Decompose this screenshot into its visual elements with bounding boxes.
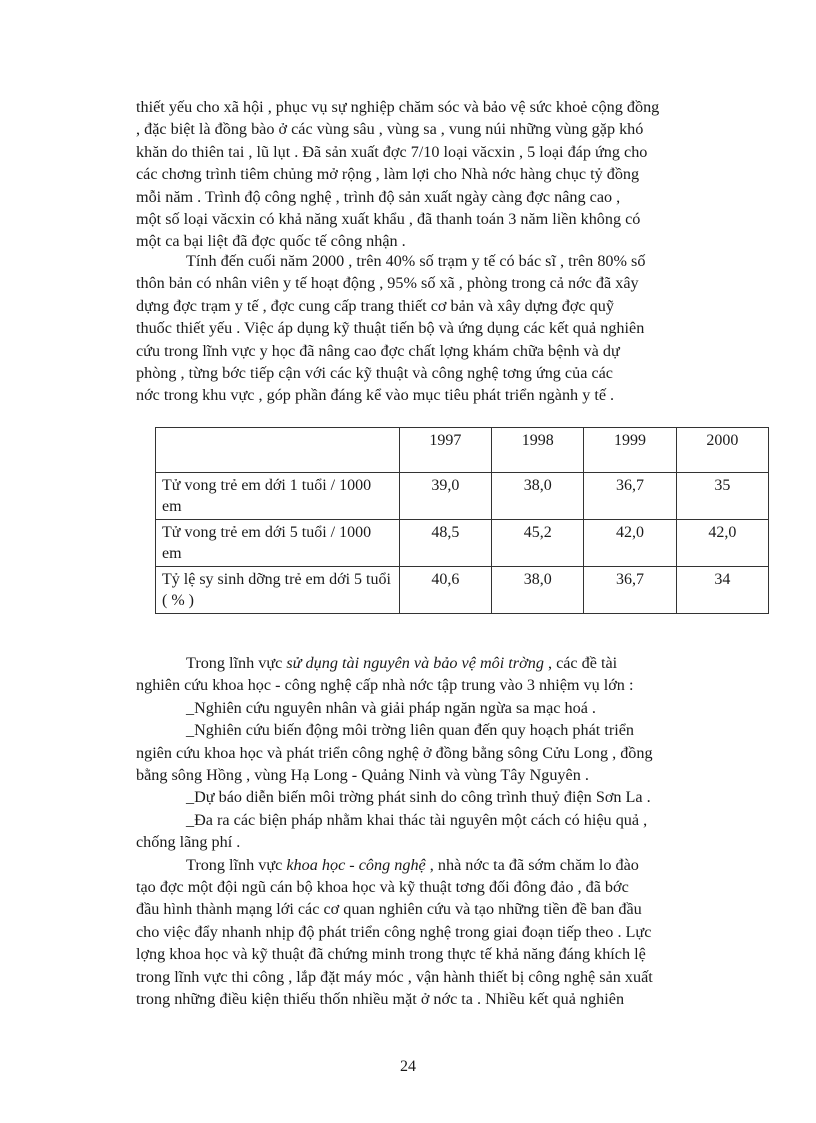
- text-line: chống lãng phí .: [136, 833, 241, 852]
- table-cell: 40,6: [399, 567, 491, 614]
- text-line: lợng khoa học và kỹ thuật đã chứng minh trong thực tế khả năng đáng khích lệ: [136, 945, 646, 964]
- table-cell: 39,0: [399, 473, 491, 520]
- text-line: dựng đợc trạm y tế , đợc cung cấp trang thiết cơ bản và xây dựng đợc quỹ: [136, 296, 614, 315]
- table-cell: 34: [676, 567, 768, 614]
- text-line: một ca bại liệt đã đợc quốc tế công nhận .: [136, 232, 406, 251]
- text-line: , đặc biệt là đồng bào ở các vùng sâu , vùng sa , vung núi những vùng gặp khó: [136, 120, 644, 139]
- table-cell: 36,7: [584, 473, 676, 520]
- table-row: [156, 520, 769, 567]
- text-line: một số loại văcxin có khả năng xuất khẩu , đã thanh toán 3 năm liền không có: [136, 210, 641, 229]
- text-line: [136, 854, 756, 876]
- table-cell: 48,5: [399, 520, 491, 567]
- text-line: [136, 652, 756, 674]
- text-line: thôn bản có nhân viên y tế hoạt động , 95% số xã , phòng trong cả nớc đã xây: [136, 274, 639, 293]
- year-header: 2000: [676, 428, 768, 473]
- text-line: trong những điều kiện thiếu thốn nhiều mặt ở nớc ta . Nhiều kết quả nghiên: [136, 990, 625, 1009]
- text-line: khăn do thiên tai , lũ lụt . Đã sản xuất đợc 7/10 loại văcxin , 5 loại đáp ứng cho: [136, 142, 648, 161]
- text-run: Trong lĩnh vực: [186, 855, 287, 874]
- text-run: , nhà nớc ta đã sớm chăm lo đào: [425, 855, 639, 874]
- text-line: bằng sông Hồng , vùng Hạ Long - Quảng Ninh và vùng Tây Nguyên .: [136, 766, 589, 785]
- year-header: 1999: [584, 428, 676, 473]
- text-line: cho việc đẩy nhanh nhịp độ phát triển công nghệ trong giai đoạn tiếp theo . Lực: [136, 922, 652, 941]
- year-header: 1998: [492, 428, 584, 473]
- health-statistics-table: [155, 427, 769, 614]
- text-line: ngiên cứu khoa học và phát triển công nghệ ở đồng bằng sông Cửu Long , đồng: [136, 743, 653, 762]
- text-line: _Đa ra các biện pháp nhằm khai thác tài nguyên một cách có hiệu quả ,: [186, 810, 648, 829]
- text-line: đầu hình thành mạng lới các cơ quan nghiên cứu và tạo những tiền đề ban đầu: [136, 900, 642, 919]
- row-label: Tử vong trẻ em dới 5 tuổi / 1000 em: [156, 520, 400, 567]
- paragraph-vaccines: [136, 96, 756, 253]
- text-run: , các đề tài: [543, 654, 618, 672]
- table-cell: 45,2: [492, 520, 584, 567]
- row-label: Tử vong trẻ em dới 1 tuổi / 1000 em: [156, 473, 400, 520]
- text-line: _Dự báo diễn biến môi trờng phát sinh do công trình thuỷ điện Sơn La .: [186, 788, 651, 807]
- table-corner-cell: [156, 428, 400, 473]
- text-line: trong lĩnh vực thi công , lắp đặt máy móc , vận hành thiết bị công nghệ sản xuất: [136, 967, 653, 986]
- table-cell: 38,0: [492, 567, 584, 614]
- table-row: [156, 473, 769, 520]
- row-label: Tỷ lệ sy sinh dỡng trẻ em dới 5 tuổi ( % ): [156, 567, 400, 614]
- text-line: phòng , từng bớc tiếp cận với các kỹ thuật và công nghệ tơng ứng của các: [136, 364, 613, 383]
- text-run: Trong lĩnh vực: [186, 654, 287, 672]
- text-line: mỗi năm . Trình độ công nghệ , trình độ sản xuất ngày càng đợc nâng cao ,: [136, 187, 621, 206]
- italic-topic: sử dụng tài nguyên và bảo vệ môi trờng: [286, 654, 544, 672]
- text-line: nghiên cứu khoa học - công nghệ cấp nhà nớc tập trung vào 3 nhiệm vụ lớn :: [136, 676, 634, 695]
- table-cell: 38,0: [492, 473, 584, 520]
- text-line: Tính đến cuối năm 2000 , trên 40% số trạm y tế có bác sĩ , trên 80% số: [186, 252, 646, 270]
- text-line: _Nghiên cứu nguyên nhân và giải pháp ngăn ngừa sa mạc hoá .: [186, 698, 596, 717]
- text-line: nớc trong khu vực , góp phần đáng kể vào mục tiêu phát triển ngành y tế .: [136, 386, 615, 405]
- page-number: 24: [400, 1058, 416, 1075]
- text-line: cứu trong lĩnh vực y học đã nâng cao đợc chất lợng khám chữa bệnh và dự: [136, 341, 620, 360]
- table-header-row: [156, 428, 769, 473]
- text-line: thiết yếu cho xã hội , phục vụ sự nghiệp chăm sóc và bảo vệ sức khoẻ cộng đồng: [136, 98, 660, 116]
- text-line: _Nghiên cứu biến động môi trờng liên quan đến quy hoạch phát triển: [186, 721, 635, 740]
- table-cell: 35: [676, 473, 768, 520]
- italic-topic: khoa học - công nghệ: [286, 855, 426, 874]
- text-line: các chơng trình tiêm chủng mở rộng , làm lợi cho Nhà nớc hàng chục tỷ đồng: [136, 165, 640, 184]
- paragraph-health-stations: [136, 250, 756, 407]
- table-cell: 42,0: [676, 520, 768, 567]
- year-header: 1997: [399, 428, 491, 473]
- table-row: [156, 567, 769, 614]
- table-cell: 42,0: [584, 520, 676, 567]
- text-line: thuốc thiết yếu . Việc áp dụng kỹ thuật tiến bộ và ứng dụng các kết quả nghiên: [136, 319, 645, 338]
- paragraph-environment-science: [136, 652, 756, 1011]
- table-cell: 36,7: [584, 567, 676, 614]
- text-line: tạo đợc một đội ngũ cán bộ khoa học và kỹ thuật tơng đối đông đảo , đã bớc: [136, 878, 629, 897]
